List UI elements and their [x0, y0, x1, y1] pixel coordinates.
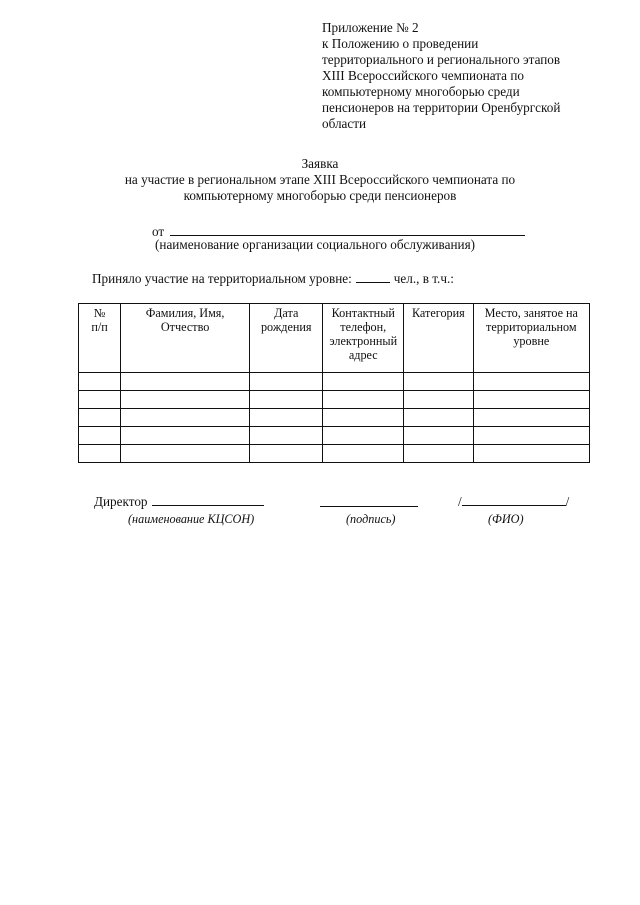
header-text: п/п	[91, 320, 108, 334]
table-cell[interactable]	[79, 427, 121, 445]
header-text: Категория	[411, 306, 465, 320]
table-cell[interactable]	[323, 373, 404, 391]
header-category	[404, 304, 474, 373]
application-title	[0, 156, 640, 204]
header-text: территориальном	[486, 320, 577, 334]
table-cell[interactable]	[404, 445, 474, 463]
header-text: уровне	[513, 334, 550, 348]
table-cell[interactable]	[404, 409, 474, 427]
table-header-row	[79, 304, 590, 373]
director-label: Директор	[94, 494, 148, 509]
director-field	[94, 494, 264, 510]
participation-label: Приняло участие на территориальном уровне:	[92, 271, 352, 286]
header-text: электронный	[329, 334, 398, 348]
header-text: Отчество	[160, 320, 210, 334]
header-text: адрес	[348, 348, 378, 362]
table-row	[79, 373, 590, 391]
header-text: Контактный	[331, 306, 395, 320]
header-text: телефон,	[340, 320, 387, 334]
participants-table	[78, 303, 590, 463]
table-cell[interactable]	[121, 373, 250, 391]
caption-fio: (ФИО)	[488, 512, 524, 526]
caption-org: (наименование КЦСОН)	[128, 512, 255, 526]
appendix-line: области	[322, 116, 367, 131]
table-cell[interactable]	[473, 427, 589, 445]
header-full-name	[121, 304, 250, 373]
table-body	[79, 373, 590, 463]
fio-blank[interactable]	[462, 494, 566, 506]
table-cell[interactable]	[250, 409, 323, 427]
slash-right: /	[565, 494, 570, 509]
header-text: Место, занятое на	[484, 306, 578, 320]
participant-count-blank[interactable]	[356, 271, 390, 283]
table-cell[interactable]	[79, 373, 121, 391]
organization-caption: (наименование организации социального обслуживания)	[155, 237, 476, 252]
table-cell[interactable]	[121, 445, 250, 463]
appendix-line: XIII Всероссийского чемпионата по	[322, 68, 524, 83]
header-contacts	[323, 304, 404, 373]
table-row	[79, 427, 590, 445]
participation-line	[92, 271, 454, 287]
title-heading: Заявка	[301, 156, 339, 171]
signature-block	[0, 494, 640, 534]
kcson-name-blank[interactable]	[152, 494, 264, 506]
table-cell[interactable]	[473, 373, 589, 391]
organization-name-blank[interactable]	[170, 223, 525, 236]
from-label: от	[152, 224, 165, 239]
participation-suffix: чел., в т.ч.:	[393, 271, 454, 286]
caption-signature: (подпись)	[346, 512, 396, 526]
table-cell[interactable]	[323, 391, 404, 409]
appendix-line: пенсионеров на территории Оренбургской	[322, 100, 561, 115]
table-cell[interactable]	[404, 373, 474, 391]
table-cell[interactable]	[473, 409, 589, 427]
title-line: на участие в региональном этапе XIII Всероссийского чемпионата по	[124, 172, 516, 187]
table-cell[interactable]	[121, 391, 250, 409]
table-row	[79, 409, 590, 427]
header-text: Дата	[274, 306, 299, 320]
table-cell[interactable]	[323, 409, 404, 427]
table-cell[interactable]	[250, 445, 323, 463]
table-cell[interactable]	[404, 391, 474, 409]
header-text: №	[93, 306, 106, 320]
table-cell[interactable]	[250, 427, 323, 445]
signature-blank[interactable]	[320, 506, 418, 507]
appendix-line: Приложение № 2	[322, 20, 419, 35]
fio-field	[458, 494, 569, 510]
header-number	[79, 304, 121, 373]
header-text: Фамилия, Имя,	[145, 306, 225, 320]
table-cell[interactable]	[121, 409, 250, 427]
table-cell[interactable]	[79, 391, 121, 409]
table-row	[79, 391, 590, 409]
slash-left: /	[458, 494, 462, 509]
table-cell[interactable]	[404, 427, 474, 445]
appendix-line: территориального и регионального этапов	[322, 52, 561, 67]
appendix-header	[322, 20, 622, 132]
table-row	[79, 445, 590, 463]
table-cell[interactable]	[79, 409, 121, 427]
table-cell[interactable]	[473, 391, 589, 409]
table-cell[interactable]	[323, 445, 404, 463]
appendix-line: к Положению о проведении	[322, 36, 479, 51]
table-cell[interactable]	[79, 445, 121, 463]
appendix-line: компьютерному многоборью среди	[322, 84, 520, 99]
header-birth-date	[250, 304, 323, 373]
table-cell[interactable]	[323, 427, 404, 445]
header-text: рождения	[260, 320, 312, 334]
table-cell[interactable]	[250, 391, 323, 409]
table-cell[interactable]	[250, 373, 323, 391]
header-place	[473, 304, 589, 373]
table-cell[interactable]	[121, 427, 250, 445]
table-cell[interactable]	[473, 445, 589, 463]
title-line: компьютерному многоборью среди пенсионеров	[183, 188, 457, 203]
